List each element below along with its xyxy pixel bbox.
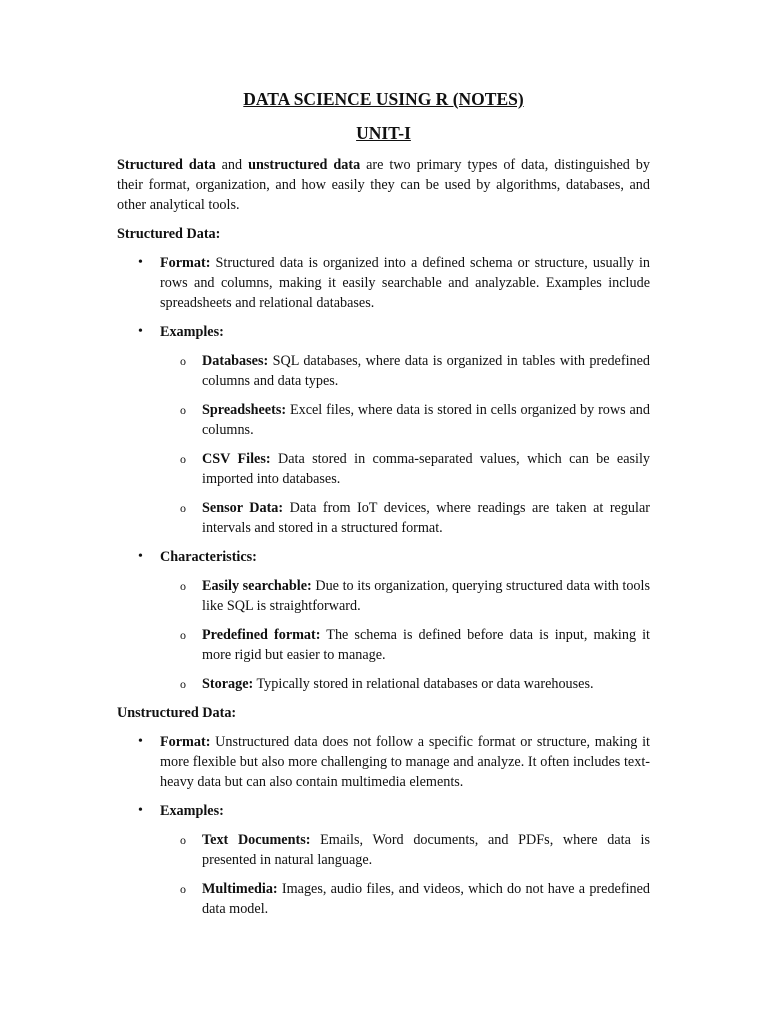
bullet-characteristics [117,547,650,567]
bullet-dot-icon: • [138,734,143,749]
sub-item-label: Predefined format: [202,627,321,643]
intro-term-structured: Structured data [117,157,216,173]
sub-item-text: Typically stored in relational databases or data warehouses. [253,676,594,692]
sub-item-text: Data stored in comma-separated values, which can be easily imported into databases. [202,451,651,487]
bullet-examples-unstructured [117,801,650,821]
bullet-format-unstructured [117,732,650,792]
bullet-format-structured [117,253,650,313]
bullet-label: Examples: [160,803,224,819]
bullet-examples-structured [117,322,650,342]
bullet-label: Characteristics: [160,549,257,565]
circle-bullet-icon: o [180,452,186,466]
section-heading-structured: Structured Data: [117,226,221,242]
sub-item-text: Excel files, where data is stored in cells organized by rows and columns. [202,402,650,438]
document-title: DATA SCIENCE USING R (NOTES) [243,89,524,109]
bullet-label: Format: [160,734,211,750]
circle-bullet-icon: o [180,882,186,896]
intro-term-unstructured: unstructured data [248,157,361,173]
sub-item-text: SQL databases, where data is organized in tables with predefined columns and data types. [202,353,650,389]
bullet-text: Structured data is organized into a defined schema or structure, usually in rows and columns, making it easily searchable and analyzable. Examples include spreadsheets and relational databases. [160,255,650,311]
sub-item-text: The schema is defined before data is input, making it more rigid but easier to manage. [202,627,650,663]
section-heading-unstructured: Unstructured Data: [117,705,237,721]
sub-item-label: Sensor Data: [202,500,284,516]
intro-paragraph [117,155,650,215]
bullet-dot-icon: • [138,324,143,339]
sub-item-label: Spreadsheets: [202,402,287,418]
sub-item-text-documents [117,830,650,870]
bullet-dot-icon: • [138,549,143,564]
circle-bullet-icon: o [180,501,186,515]
intro-joiner: and [215,157,249,173]
sub-item-databases [117,351,650,391]
sub-item-text: Emails, Word documents, and PDFs, where data is presented in natural language. [202,832,650,868]
sub-item-sensor-data [117,498,650,538]
bullet-label: Examples: [160,324,224,340]
bullet-text: Unstructured data does not follow a specific format or structure, making it more flexible but also more challenging to manage and analyze. It often includes text-heavy data but can also contain multimedia elements. [160,734,650,790]
intro-rest: are two primary types of data, distinguished by their format, organization, and how easily they can be used by algorithms, databases, and other analytical tools. [117,157,650,213]
circle-bullet-icon: o [180,354,186,368]
sub-item-label: Easily searchable: [202,578,312,594]
document-page [117,88,650,928]
sub-item-label: Multimedia: [202,881,278,897]
sub-item-predefined-format [117,625,650,665]
sub-item-label: Storage: [202,676,254,692]
circle-bullet-icon: o [180,833,186,847]
circle-bullet-icon: o [180,579,186,593]
sub-item-spreadsheets [117,400,650,440]
sub-item-text: Images, audio files, and videos, which do not have a predefined data model. [202,881,650,917]
sub-item-text: Due to its organization, querying structured data with tools like SQL is straightforward. [202,578,650,614]
sub-item-label: Text Documents: [202,832,311,848]
sub-item-label: Databases: [202,353,269,369]
circle-bullet-icon: o [180,403,186,417]
circle-bullet-icon: o [180,677,186,691]
bullet-dot-icon: • [138,803,143,818]
circle-bullet-icon: o [180,628,186,642]
sub-item-storage [117,674,650,694]
sub-item-csv-files [117,449,650,489]
unit-heading: UNIT-I [356,123,411,143]
sub-item-multimedia [117,879,650,919]
sub-item-easily-searchable [117,576,650,616]
bullet-label: Format: [160,255,211,271]
sub-item-text: Data from IoT devices, where readings are taken at regular intervals and stored in a structured format. [202,500,650,536]
bullet-dot-icon: • [138,255,143,270]
sub-item-label: CSV Files: [202,451,271,467]
